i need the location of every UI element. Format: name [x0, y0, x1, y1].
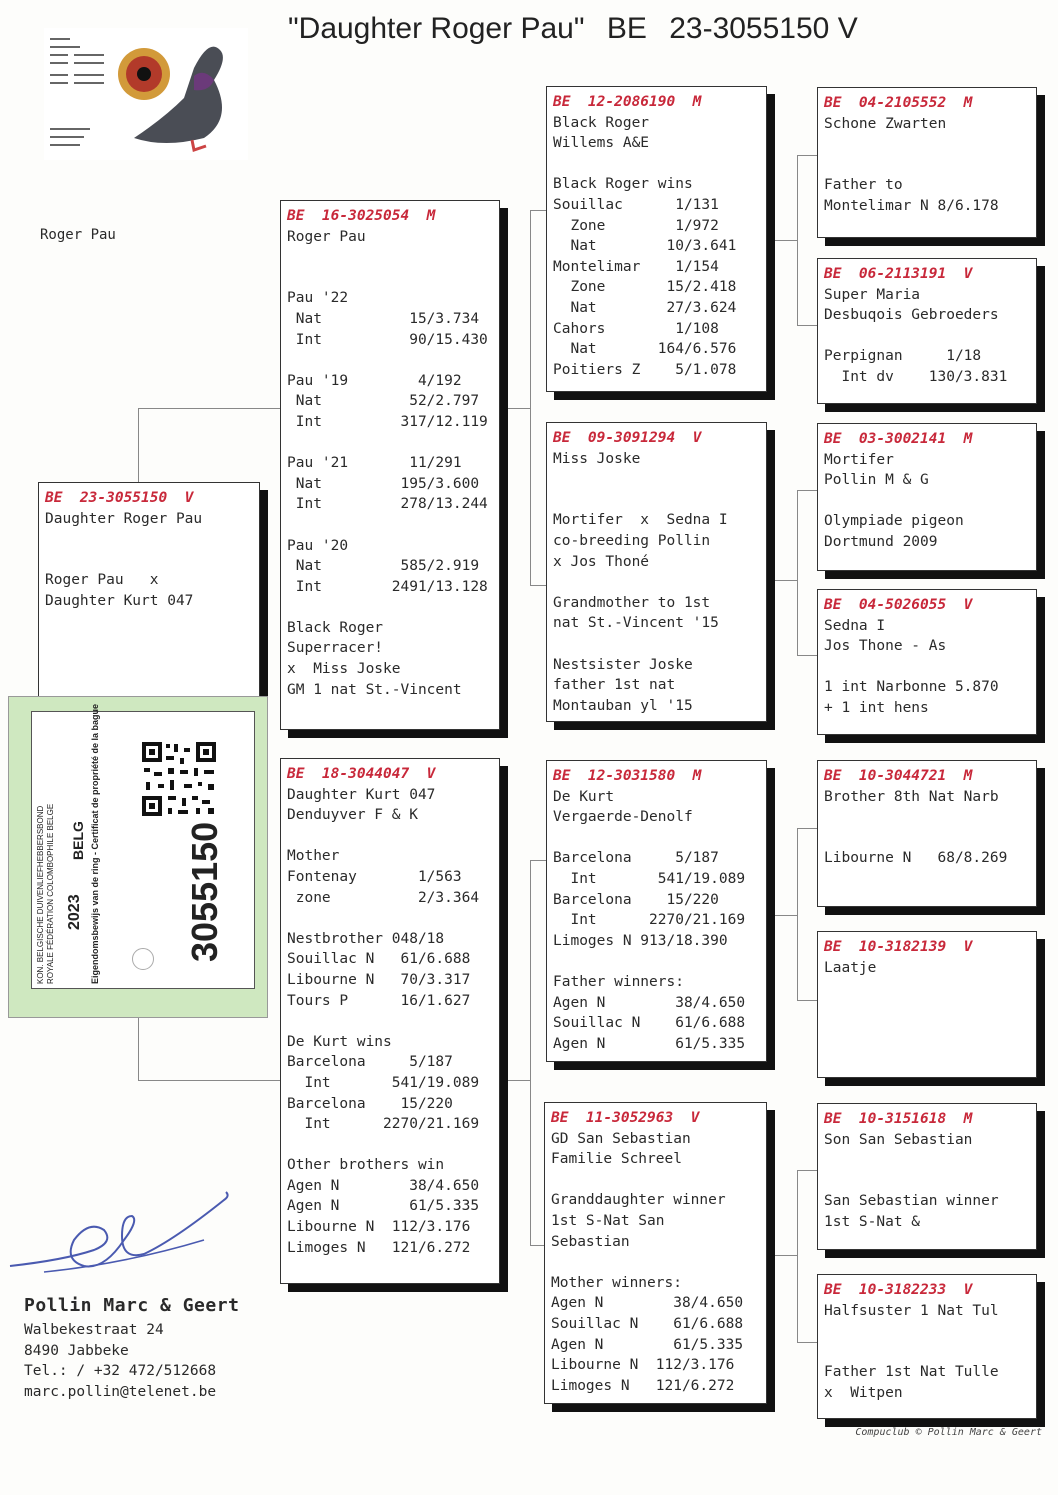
pedigree-title — [288, 12, 908, 46]
connector-line — [508, 1080, 530, 1081]
card-line — [824, 155, 1036, 176]
card-line: Barcelona 15/220 — [553, 891, 719, 908]
card-line — [553, 951, 766, 972]
connector-line — [138, 1080, 282, 1081]
card-line — [824, 1150, 1036, 1171]
connector-line — [138, 408, 282, 409]
card-line: Nat 195/3.600 — [287, 475, 480, 492]
card-line: Zone 1/972 — [553, 217, 719, 234]
card-line: Int 278/13.244 — [287, 496, 488, 513]
card-line — [287, 433, 499, 454]
ancestor-card — [817, 258, 1037, 404]
subject-card — [38, 482, 260, 708]
card-line — [287, 247, 499, 268]
card-line: Barcelona 15/220 — [287, 1095, 453, 1112]
card-line: nat St.-Vincent '15 — [553, 615, 719, 632]
connector-line — [797, 1000, 819, 1001]
card-line: Fontenay 1/563 — [287, 868, 462, 885]
card-line: Pollin M & G — [824, 472, 929, 489]
card-ring: BE 12-2086190 M — [553, 94, 702, 110]
card-ring: BE 10-3182139 V — [824, 939, 973, 955]
ring-federation-nl: KON. BELGISCHE DUIVENLIEFHEBBERSBOND — [36, 805, 45, 984]
card-line: San Sebastian winner — [824, 1193, 999, 1210]
card-line: Libourne N 68/8.269 — [824, 850, 1008, 867]
card-line: Denduyver F & K — [287, 807, 418, 824]
card-line: Sedna I — [824, 617, 886, 634]
connector-line — [138, 1018, 139, 1080]
card-line — [553, 572, 766, 593]
connector-line — [530, 860, 531, 1245]
card-line — [824, 326, 1036, 347]
card-line: Granddaughter winner — [551, 1192, 726, 1209]
connector-line — [797, 155, 798, 325]
card-line: Pau '20 — [287, 537, 349, 554]
card-line: Int 541/19.089 — [553, 870, 746, 887]
card-line: x Miss Joske — [287, 661, 401, 678]
card-line: Roger Pau — [287, 228, 366, 245]
ring-number: 3055150 — [184, 821, 225, 962]
connector-line — [797, 1170, 819, 1171]
card-line: Pau '19 4/192 — [287, 372, 462, 389]
dam-card — [280, 758, 500, 1284]
card-line — [551, 1252, 766, 1273]
connector-line — [775, 240, 797, 241]
card-line: 1st S-Nat San — [551, 1212, 665, 1229]
card-ring: BE 06-2113191 V — [824, 266, 973, 282]
dam-sire-card — [546, 760, 767, 1062]
card-line: Limoges N 121/6.272 — [287, 1239, 471, 1256]
card-line — [824, 134, 1036, 155]
card-line — [824, 491, 1036, 512]
pigeon-photo — [44, 28, 248, 160]
ancestor-card — [817, 1103, 1037, 1250]
card-line: Libourne N 70/3.317 — [287, 971, 471, 988]
card-line: zone 2/3.364 — [287, 889, 480, 906]
subject-ring: BE 23-3055150 V — [45, 490, 194, 506]
card-line: Nestsister Joske — [553, 656, 693, 673]
qr-code-icon — [140, 740, 218, 818]
card-line: Montelimar N 8/6.178 — [824, 197, 999, 214]
card-line: Int 90/15.430 — [287, 331, 488, 348]
ring-card-inner — [31, 703, 255, 989]
subject-line: Daughter Kurt 047 — [45, 592, 194, 609]
card-line: De Kurt — [553, 788, 615, 805]
card-line — [824, 1342, 1036, 1363]
title-country: BE — [606, 12, 647, 45]
card-line: Libourne N 112/3.176 — [551, 1357, 735, 1374]
card-line: Cahors 1/108 — [553, 320, 719, 337]
card-ring: BE 10-3151618 M — [824, 1111, 973, 1127]
card-line: Libourne N 112/3.176 — [287, 1219, 471, 1236]
subject-line — [45, 529, 259, 550]
ancestor-card — [817, 760, 1037, 907]
card-line — [824, 828, 1036, 849]
card-line: Int 2270/21.169 — [553, 912, 746, 929]
connector-line — [530, 210, 531, 585]
card-line: Mortifer — [824, 451, 894, 468]
title-ring: 23-3055150 V — [669, 12, 858, 45]
card-line: 1 int Narbonne 5.870 — [824, 679, 999, 696]
card-line: Agen N 38/4.650 — [553, 994, 746, 1011]
card-line: GM 1 nat St.-Vincent — [287, 681, 462, 698]
connector-line — [775, 1255, 797, 1256]
connector-line — [797, 828, 798, 1000]
card-line: Tours P 16/1.627 — [287, 992, 471, 1009]
card-line: Jos Thone - As — [824, 638, 947, 655]
card-ring: BE 10-3044721 M — [824, 768, 973, 784]
connector-line — [530, 210, 546, 211]
connector-line — [797, 325, 819, 326]
card-line: Barcelona 5/187 — [287, 1054, 453, 1071]
card-line: Grandmother to 1st — [553, 594, 711, 611]
connector-line — [775, 580, 797, 581]
card-line: Pau '21 11/291 — [287, 455, 462, 472]
card-line: + 1 int hens — [824, 699, 929, 716]
card-line: De Kurt wins — [287, 1033, 392, 1050]
footer-credit: Compuclub © Pollin Marc & Geert — [855, 1427, 1042, 1438]
card-line: Black Roger — [553, 114, 650, 131]
connector-line — [797, 490, 819, 491]
card-line: Willems A&E — [553, 135, 650, 152]
card-line: Int 317/12.119 — [287, 413, 488, 430]
card-line: Agen N 61/5.335 — [553, 1035, 746, 1052]
owner-email: marc.pollin@telenet.be — [24, 1383, 217, 1400]
card-line: father 1st nat — [553, 677, 676, 694]
card-line: Nat 585/2.919 — [287, 558, 480, 575]
card-line: Miss Joske — [553, 450, 641, 467]
card-line — [287, 268, 499, 289]
card-line: Nat 10/3.641 — [553, 238, 737, 255]
card-line: Father 1st Nat Tulle — [824, 1364, 999, 1381]
card-line — [287, 826, 499, 847]
title-name: "Daughter Roger Pau" — [288, 12, 585, 45]
sire-owner-label: Roger Pau — [40, 227, 116, 243]
card-ring: BE 11-3052963 V — [551, 1110, 700, 1126]
card-line: x Witpen — [824, 1384, 903, 1401]
card-line — [553, 828, 766, 849]
card-ring: BE 04-5026055 V — [824, 597, 973, 613]
card-line: Zone 15/2.418 — [553, 279, 737, 296]
card-line — [824, 657, 1036, 678]
card-line: Limoges N 913/18.390 — [553, 932, 728, 949]
ancestor-card — [817, 1274, 1037, 1419]
card-line: Nat 52/2.797 — [287, 393, 480, 410]
owner-name: Pollin Marc & Geert — [24, 1295, 240, 1316]
card-line: Limoges N 121/6.272 — [551, 1377, 735, 1394]
card-line: Black Roger wins — [553, 176, 693, 193]
card-line: Souillac N 61/6.688 — [551, 1315, 744, 1332]
card-line: Montauban yl '15 — [553, 697, 693, 714]
card-line: Int 541/19.089 — [287, 1074, 480, 1091]
card-line — [287, 515, 499, 536]
connector-line — [138, 408, 139, 486]
card-line: Souillac N 61/6.688 — [287, 951, 471, 968]
card-line: Son San Sebastian — [824, 1131, 973, 1148]
ring-card-hole — [132, 948, 154, 970]
card-line: Souillac 1/131 — [553, 196, 719, 213]
card-ring: BE 10-3182233 V — [824, 1282, 973, 1298]
card-line: Nat 164/6.576 — [553, 341, 737, 358]
card-line: Nat 15/3.734 — [287, 310, 480, 327]
sire-ring: BE 16-3025054 M — [287, 208, 436, 224]
ring-year: 2023 — [66, 894, 83, 930]
card-line: Agen N 38/4.650 — [287, 1177, 480, 1194]
subject-line — [45, 550, 259, 571]
connector-line — [530, 860, 546, 861]
card-line: Nestbrother 048/18 — [287, 930, 445, 947]
card-ring: BE 03-3002141 M — [824, 431, 973, 447]
connector-line — [775, 915, 797, 916]
card-line: Daughter Kurt 047 — [287, 786, 436, 803]
card-line: Schone Zwarten — [824, 115, 947, 132]
dam-dam-card — [544, 1102, 767, 1404]
card-line: Agen N 61/5.335 — [551, 1336, 744, 1353]
ring-ownership-text: Eigendomsbewijs van de ring - Certificat de propriété de la bague — [90, 703, 100, 984]
card-line: Father to — [824, 177, 903, 194]
connector-line — [797, 155, 819, 156]
card-line: x Jos Thoné — [553, 553, 650, 570]
card-line: Mother — [287, 848, 340, 865]
ancestor-card — [817, 589, 1037, 735]
card-line: Olympiade pigeon — [824, 513, 964, 530]
card-line: Barcelona 5/187 — [553, 850, 719, 867]
card-line — [553, 154, 766, 175]
ancestor-card — [817, 423, 1037, 571]
card-line: Int 2491/13.128 — [287, 578, 488, 595]
owner-phone: Tel.: / +32 472/512668 — [24, 1363, 217, 1380]
card-line — [551, 1170, 766, 1191]
owner-street: Walbekestraat 24 — [24, 1322, 164, 1339]
sire-card — [280, 200, 500, 730]
signature-icon — [4, 1180, 244, 1290]
connector-line — [797, 655, 819, 656]
card-line: Agen N 38/4.650 — [551, 1295, 744, 1312]
card-ring: BE 12-3031580 M — [553, 768, 702, 784]
connector-line — [797, 828, 819, 829]
connector-line — [797, 1342, 819, 1343]
card-line — [287, 908, 499, 929]
card-line: Father winners: — [553, 973, 684, 990]
dam-ring: BE 18-3044047 V — [287, 766, 436, 782]
card-ring: BE 04-2105552 M — [824, 95, 973, 111]
card-line: Black Roger — [287, 619, 384, 636]
connector-line — [797, 1170, 798, 1342]
sire-dam-card — [546, 422, 767, 722]
card-line — [287, 597, 499, 618]
card-line: Perpignan 1/18 — [824, 348, 982, 365]
card-line: GD San Sebastian — [551, 1130, 691, 1147]
card-line: Dortmund 2009 — [824, 533, 938, 550]
connector-line — [797, 490, 798, 655]
card-line — [287, 1135, 499, 1156]
card-line: Pau '22 — [287, 290, 349, 307]
card-line: co-breeding Pollin — [553, 532, 711, 549]
card-line — [287, 350, 499, 371]
card-line: Familie Schreel — [551, 1151, 682, 1168]
connector-line — [508, 408, 530, 409]
card-line: Mortifer x Sedna I — [553, 512, 728, 529]
card-line — [553, 490, 766, 511]
card-line: Mother winners: — [551, 1274, 682, 1291]
card-line: Other brothers win — [287, 1157, 445, 1174]
ring-country: BELG — [70, 821, 86, 860]
card-line: Int 2270/21.169 — [287, 1116, 480, 1133]
subject-line: Roger Pau x — [45, 572, 159, 589]
ring-federation-fr: ROYALE FÉDÉRATION COLOMBOPHILE BELGE — [46, 803, 55, 984]
owner-block — [24, 1296, 239, 1402]
card-line — [553, 634, 766, 655]
card-line: Souillac N 61/6.688 — [553, 1015, 746, 1032]
card-line: Montelimar 1/154 — [553, 258, 719, 275]
owner-city: 8490 Jabbeke — [24, 1342, 129, 1359]
card-line: 1st S-Nat & — [824, 1213, 921, 1230]
connector-line — [530, 585, 546, 586]
card-ring: BE 09-3091294 V — [553, 430, 702, 446]
ancestor-card — [817, 87, 1037, 238]
ring-card — [8, 696, 268, 1018]
ancestor-card — [817, 931, 1037, 1078]
card-line: Halfsuster 1 Nat Tul — [824, 1302, 999, 1319]
card-line — [824, 807, 1036, 828]
card-line: Super Maria — [824, 286, 921, 303]
card-line: Vergaerde-Denolf — [553, 809, 693, 826]
card-line: Int dv 130/3.831 — [824, 368, 1008, 385]
card-line: Sebastian — [551, 1233, 630, 1250]
card-line — [824, 1321, 1036, 1342]
card-line: Agen N 61/5.335 — [287, 1198, 480, 1215]
card-line: Laatje — [824, 959, 877, 976]
card-line — [287, 1011, 499, 1032]
card-line: Superracer! — [287, 640, 384, 657]
card-line: Nat 27/3.624 — [553, 299, 737, 316]
sire-sire-card — [546, 86, 767, 392]
card-line — [824, 1171, 1036, 1192]
card-line — [553, 469, 766, 490]
subject-line: Daughter Roger Pau — [45, 510, 203, 527]
card-line: Brother 8th Nat Narb — [824, 788, 999, 805]
card-line: Poitiers Z 5/1.078 — [553, 361, 737, 378]
card-line: Desbuqois Gebroeders — [824, 307, 999, 324]
